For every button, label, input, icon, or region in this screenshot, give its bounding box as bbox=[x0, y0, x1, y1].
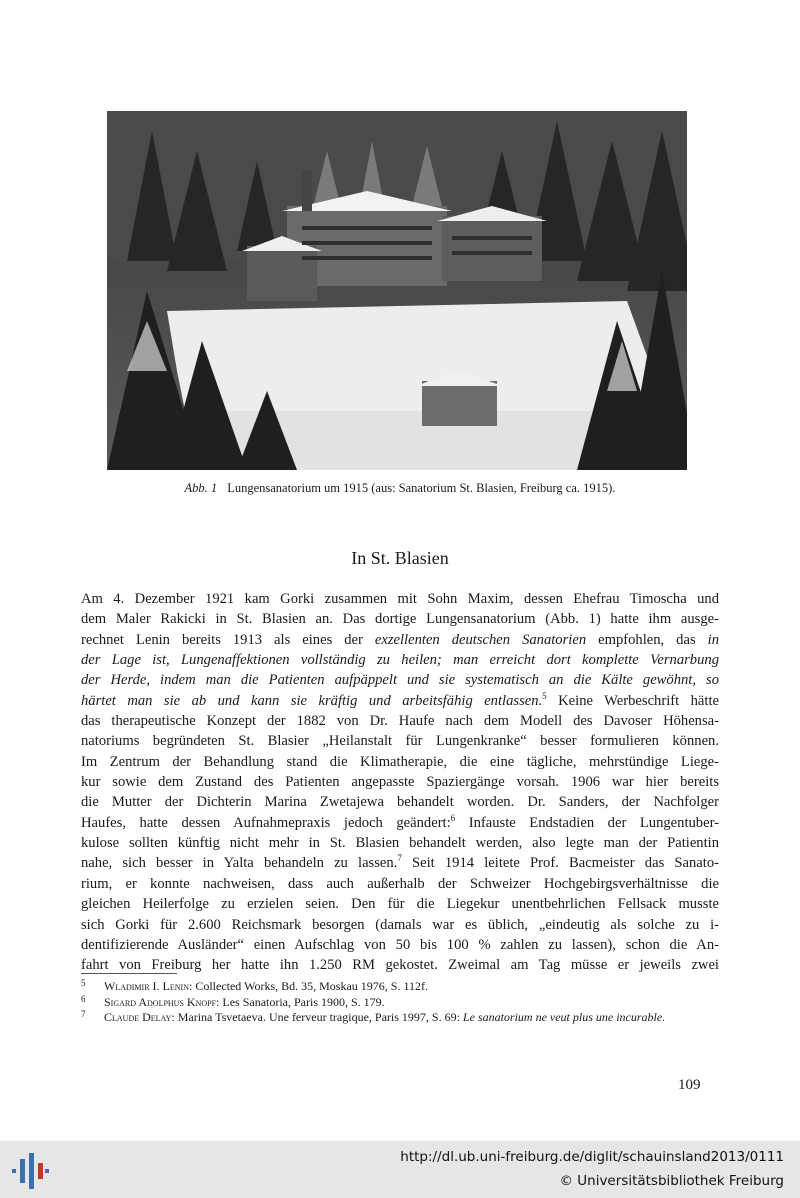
footnote-author: Sigard Adolphus Knopf bbox=[104, 994, 217, 1009]
figure-caption-label: Abb. 1 bbox=[184, 481, 218, 495]
figure-caption-text: Lungensanatorium um 1915 (aus: Sanatorium St. Blasien, Freiburg ca. 1915). bbox=[227, 481, 616, 495]
footnote-text: : Collected Works, Bd. 35, Moskau 1976, S. 112f. bbox=[188, 979, 429, 993]
text-line bbox=[81, 691, 719, 711]
library-logo-icon bbox=[10, 1151, 50, 1191]
section-title: In St. Blasien bbox=[351, 548, 449, 568]
footnote-quote: Le sanatorium ne veut plus une incurable. bbox=[462, 1010, 666, 1024]
text-run: Seit 1914 leitete Prof. Bacmeister das Sanato- bbox=[401, 855, 719, 872]
footnote-text: : Les Sanatoria, Paris 1900, S. 179. bbox=[216, 994, 385, 1009]
permalink-link[interactable]: http://dl.ub.uni-freiburg.de/diglit/schauinsland2013/0111 bbox=[400, 1149, 784, 1165]
text-run: nahe, sich besser in Yalta behandeln zu lassen. bbox=[81, 855, 398, 872]
italic-quote: exzellenten deutschen Sanatorien bbox=[374, 631, 587, 648]
body-text bbox=[81, 589, 719, 976]
text-line: der Lage ist, Lungenaffektionen vollständig zu heilen; man erreicht dort komplette Vernarbung bbox=[81, 652, 719, 669]
footnote-number: 5 bbox=[81, 978, 86, 988]
text-line: der Herde, indem man die Patienten aufpäppelt und sie systematisch an die Kälte gewöhnt, so bbox=[81, 672, 719, 689]
text-line: kur sowie dem Zustand des Patienten angepasste Spaziergänge vorsah. 1906 war hier bereits bbox=[81, 774, 719, 791]
text-run: rechnet Lenin bereits 1913 als eines der bbox=[81, 631, 375, 648]
footnote-ref: 6 bbox=[450, 812, 456, 823]
footnote-author: Claude Delay bbox=[104, 1010, 172, 1024]
text-line: dem Maler Rakicki in St. Blasien an. Das dortige Lungensanatorium (Abb. 1) hatte ihm ausge- bbox=[81, 611, 719, 628]
text-line: fahrt von Freiburg her hatte ihn 1.250 RM gekostet. Zweimal am Tag müsse er jeweils zwei bbox=[81, 957, 719, 974]
italic-quote: in bbox=[707, 631, 719, 648]
text-line: natoriums begründeten St. Blasier „Heilanstalt für Lungenkranke“ besser formulieren können. bbox=[81, 733, 719, 750]
text-run: Haufes, hatte dessen Aufnahmepraxis jedoch geändert: bbox=[81, 814, 451, 831]
text-line: dentifizierende Ausländer“ einen Aufschlag von 50 bis 100 % zahlen zu lassen), schon die An- bbox=[81, 936, 719, 953]
library-footer bbox=[0, 1141, 800, 1198]
text-line: die Mutter der Dichterin Marina Zwetajewa behandelt worden. Dr. Sanders, der Nachfolger bbox=[81, 794, 719, 811]
copyright-text: © Universitätsbibliothek Freiburg bbox=[559, 1173, 784, 1189]
footnote bbox=[81, 979, 719, 995]
footnote-number: 7 bbox=[81, 1009, 86, 1019]
footnote-author: Wladimir I. Lenin bbox=[104, 979, 189, 993]
footnote-ref: 7 bbox=[397, 853, 402, 864]
figure-caption bbox=[0, 480, 800, 496]
text-line: das therapeutische Konzept der 1882 von Dr. Haufe nach dem Modell des Davoser Höhensa- bbox=[81, 713, 719, 730]
sanatorium-photo bbox=[107, 111, 687, 470]
text-line bbox=[81, 630, 719, 650]
page-number: 109 bbox=[678, 1077, 701, 1093]
footnotes bbox=[81, 979, 719, 1026]
footnote-text: : Marina Tsvetaeva. Une ferveur tragique, Paris 1997, S. 69: bbox=[171, 1010, 463, 1024]
text-line: Im Zentrum der Behandlung stand die Klimatherapie, die eine tägliche, mehrstündige Liege- bbox=[81, 753, 719, 770]
footnote-number: 6 bbox=[81, 993, 86, 1004]
text-run: Infauste Endstadien der Lungentuber- bbox=[455, 814, 719, 831]
text-run: Keine Werbeschrift hätte bbox=[546, 692, 719, 709]
text-line bbox=[81, 813, 719, 833]
sanatorium-photo-drawing bbox=[107, 111, 687, 470]
footnote-divider bbox=[81, 973, 177, 974]
text-line bbox=[81, 853, 719, 873]
italic-quote: härtet man sie ab und kann sie kräftig und arbeitsfähig entlassen. bbox=[81, 692, 543, 709]
text-line: sich Gorki für 2.600 Reichsmark besorgen (damals war es üblich, „eindeutig als solche zu i- bbox=[81, 916, 719, 933]
text-line: rium, er konnte nachweisen, dass auch außerhalb der Schweizer Hochgebirgsverhältnisse die bbox=[81, 875, 719, 892]
footnote-ref: 5 bbox=[542, 690, 547, 701]
text-line: gleichen Heilerfolge zu erzielen seien. Den für die Liegekur unentbehrlichen Fellsack musste bbox=[81, 896, 719, 913]
text-line: Am 4. Dezember 1921 kam Gorki zusammen mit Sohn Maxim, dessen Ehefrau Timoscha und bbox=[81, 591, 719, 607]
footnote bbox=[81, 995, 719, 1011]
text-run: empfohlen, das bbox=[586, 631, 708, 648]
footnote bbox=[81, 1010, 719, 1026]
text-line: kulose sollten künftig nicht mehr in St. Blasien behandelt werden, also legte man der Patientin bbox=[81, 835, 719, 852]
